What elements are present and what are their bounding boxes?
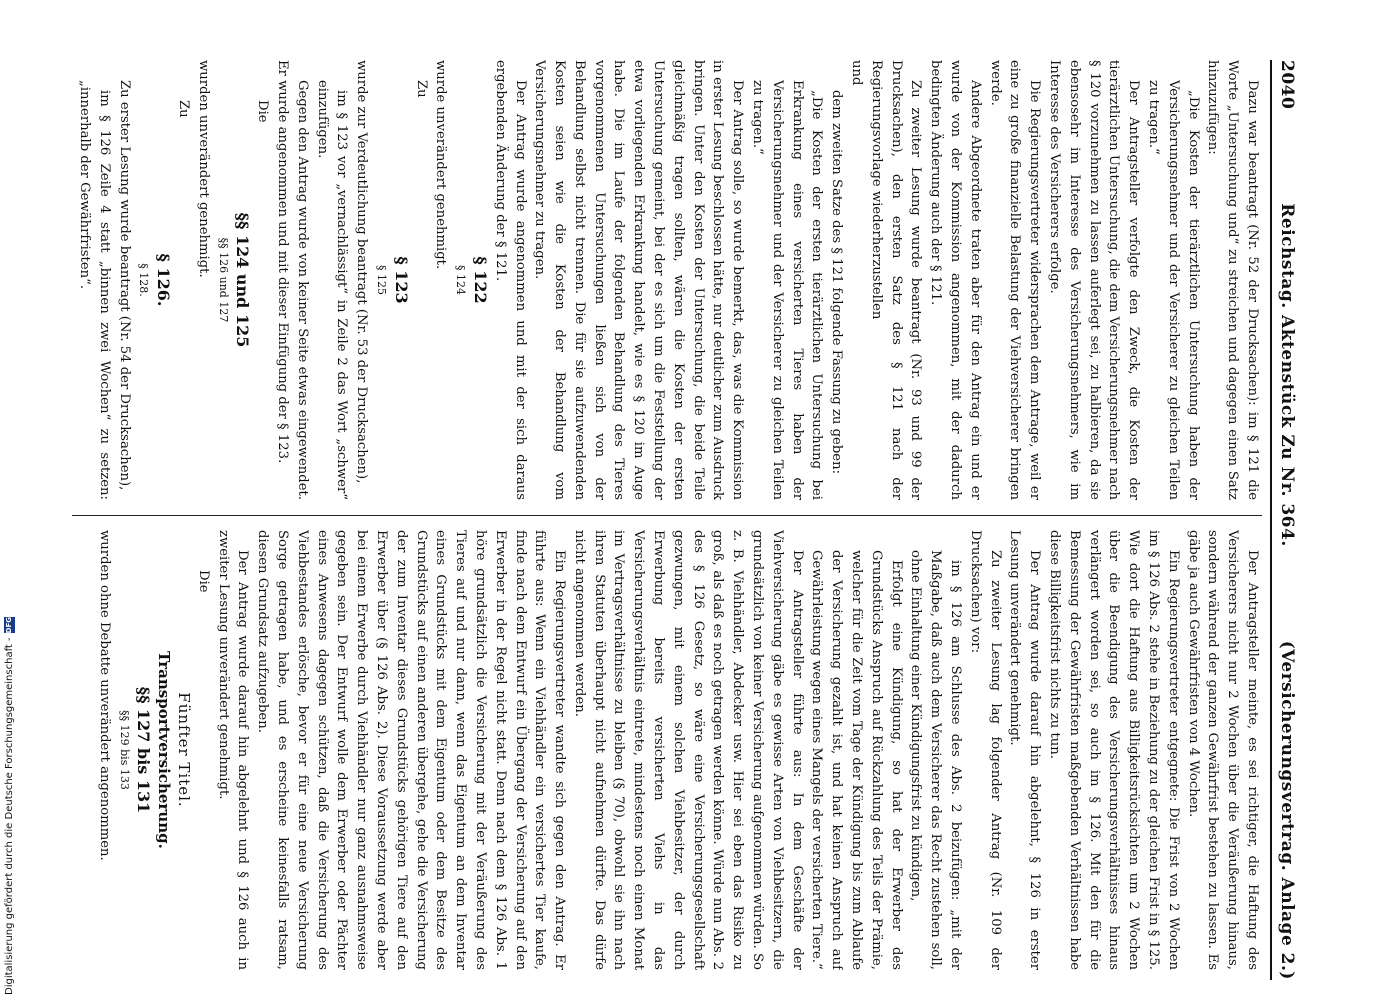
paragraph: Ein Regierungsvertreter wandte sich gegen den Antrag. Er führte aus: Wenn ein Viehhändler ein versichertes Tier kaufe, finde nach dem Entwurf ein Übergang der Versicherung auf den Erwerber in der Regel nicht statt. Denn nach dem § 126 Abs. 1 höre grundsätzlich die Versicherung mit der Veräußerung des Tieres auf und nur dann, wenn das Eigentum an dem Inventar eines Grundstücks mit dem Eigentum oder dem Besitze des Grundstücks auf einen anderen übergehe, gehe die Versicherung der zum Inventar dieses Grundstücks gehörigen Tiere auf den Erwerber über (§ 126 Abs. 2). Diese Voraussetzung werde aber bei einem Erwerbe durch Viehhändler nur ganz ausnahmsweise gegeben sein. Der Entwurf wolle dem Erwerber oder Pächter eines Anwesens dagegen schützen, daß die Versicherung des Viehbestandes erlösche, bevor er für eine neue Versicherung Sorge getragen habe, und es erscheine keinesfalls ratsam, diesen Grundsatz aufzugeben. (255, 530, 568, 970)
footer-text: Digitalisierung gefördert durch die Deutsche Forschungsgemeinschaft - (4, 637, 15, 995)
paragraph: im § 123 vor „vernachlässigt“ in Zeile 2 das Wort „schwer“ einzufügen. (314, 80, 350, 500)
header-title: Reichstag. Aktenstück Zu Nr. 364. (1276, 203, 1297, 547)
paragraph: Zu zweiter Lesung lag folgender Antrag (Nr. 109 der Drucksachen) vor: (967, 530, 1003, 970)
paragraph: Der Antrag wurde darauf hin abgelehnt und § 126 auch in zweiter Lesung unverändert genehmigt. (215, 530, 251, 970)
paragraph: Der Antrag solle, so wurde bemerkt, das, was die Kommission in erster Lesung beschlossen hätte, nur deutlicher zum Ausdruck bringen. Unter den Kosten der Untersuchung, die beide Teile gleichmäßig tragen sollten, wären die Kosten der ersten Untersuchung gemeint, bei der es sich um die Feststellung der etwa vorliegenden Erkrankung handelt, wie es § 120 im Auge habe. Die im Laufe der folgenden Behandlung des Tieres vorgenommenen Untersuchungen ließen sich von der Behandlung selbst nicht trennen. Die für sie aufzuwendenden Kosten seien wie die Kosten der Behandlung vom Versicherungsnehmer zu tragen. (532, 60, 746, 500)
title-main: Transportversicherung. (155, 651, 174, 849)
column-divider (72, 515, 1262, 516)
paragraph: Der Antrag wurde darauf hin abgelehnt, § 126 in erster Lesung unverändert genehmigt. (1007, 530, 1043, 970)
paragraph-lead: Die (195, 570, 211, 593)
right-column (62, 530, 1262, 970)
dfg-logo-icon: DFG (5, 617, 13, 634)
title-roman: Fünfter Titel. (174, 692, 193, 808)
digitization-footer (4, 617, 15, 995)
paragraph: wurden unverändert genehmigt. (195, 60, 211, 278)
paragraph-lead: Die (255, 100, 271, 123)
section-heading: §§ 127 bis 131 (134, 686, 154, 814)
section-subheading: §§ 126 und 127 (216, 237, 230, 323)
section-heading: § 126. (154, 253, 174, 307)
paragraph: Zu zweiter Lesung wurde beantragt (Nr. 93 und 99 der Drucksachen), den ersten Satz des § 121 nach der Regierungsvorlage wiederherzustellen (868, 60, 924, 500)
section-subheading: §§ 129 bis 133 (117, 710, 131, 790)
paragraph: dem zweiten Satze des § 121 folgende Fassung zu geben: (829, 90, 845, 475)
document-page (40, 60, 1300, 980)
paragraph: Die Regierungsvertreter widersprachen dem Antrage, weil er eine zu große finanzielle Belastung der Viehversicherer bringen werde. (987, 60, 1043, 500)
quote: im § 126 am Schlusse des Abs. 2 beizufügen: „mit der Maßgabe, daß auch dem Versicherer das Recht zustehen soll, ohne Einhaltung einer Kündigungsfrist zu kündigen, (908, 550, 964, 970)
paragraph: Gegen den Antrag wurde von keiner Seite etwas eingewendet. Er wurde angenommen und mit dieser Einfügung der § 123. (274, 60, 310, 500)
paragraph: Der Antrag wurde angenommen und mit der sich daraus ergebenden Änderung der § 121. (492, 60, 528, 500)
paragraph: Andere Abgeordnete traten aber für den Antrag ein und er wurde von der Kommission angenommen, mit der dadurch bedingten Änderung auch der § 121. (928, 60, 983, 500)
page-number: 2040 (1276, 60, 1297, 110)
section-heading: § 122 (470, 256, 490, 304)
paragraph-lead: und (849, 60, 865, 86)
paragraph: Dazu war beantragt (Nr. 52 der Drucksachen): im § 121 die Worte „Untersuchung und“ zu streichen und dagegen einen Satz hinzuzufügen: (1205, 60, 1260, 500)
section-subheading: § 125 (374, 265, 388, 295)
section-subheading: § 128. (137, 263, 151, 297)
paragraph: wurden ohne Debatte unverändert angenommen. (96, 530, 112, 861)
paragraph: Der Antragsteller verfolgte den Zweck, die Kosten der tierärztlichen Untersuchung, die dem Versicherungsnehmer nach § 120 vorzunehmen zu lassen auferlegt sei, zu halbieren, da sie ebensosehr im Interesse des Versicherungsnehmers, wie im Interesse des Versicherers erfolge. (1047, 60, 1142, 500)
left-column (62, 60, 1262, 500)
quote: „Die Kosten der ersten tierärztlichen Untersuchung bei Erkrankung eines versicherten Tieres haben der Versicherungsnehmer und der Versicherer zu gleichen Teilen zu tragen.“ (750, 80, 825, 500)
quote: Erfolgt eine Kündigung, so hat der Erwerber des Grundstücks Anspruch auf Rückzahlung des Teils der Prämie, welcher für die Zeit vom Tage der Kündigung bis zum Ablaufe der Versicherung gezahlt ist, und hat keinen Anspruch auf Gewährleistung wegen eines Mangels der versicherten Tiere.“ (809, 550, 904, 970)
quote: „Die Kosten der tierärztlichen Untersuchung haben der Versicherungsnehmer und der Versicherer zu gleichen Teilen zu tragen.“ (1146, 80, 1201, 500)
header-annex: (Versicherungsvertrag. Anlage 2.) (1276, 640, 1297, 980)
paragraph-lead: Zu (413, 80, 429, 98)
paragraph-lead: Zu (175, 100, 191, 118)
paragraph: wurde zur Verdeutlichung beantragt (Nr. 53 der Drucksachen), (354, 60, 370, 484)
paragraph: Zu erster Lesung wurde beantragt (Nr. 54 der Drucksachen), (116, 80, 132, 491)
page-header (1270, 60, 1300, 980)
section-heading: § 123 (391, 256, 411, 304)
paragraph: wurde unverändert genehmigt. (433, 60, 449, 270)
paragraph: im § 126 Zeile 4 statt „binnen zwei Wochen“ zu setzen: „innerhalb der Gewährfristen“. (76, 80, 112, 500)
paragraph: Der Antragsteller führte aus: In dem Geschäfte der Viehversicherung gäbe es gewisse Arten von Viehbesitzern, die grundsätzlich von keiner Versicherung aufgenommen würden. So z. B. Viehhändler, Abdecker usw. Hier sei eben das Risiko zu groß, als daß es noch getragen werden könne. Würde nun Abs. 2 des § 126 Gesetz, so wäre eine Versicherungsgesellschaft gezwungen, mit einem solchen Viehbesitzer, der durch Erwerbung bereits versicherten Viehs in das Versicherungsverhältnis eintrete, mindestens noch einen Monat im Vertragsverhältnisse zu bleiben (§ 70), obwohl sie ihn nach ihren Statuten überhaupt nicht aufnehmen dürfte. Das dürfe nicht angenommen werden. (571, 530, 805, 970)
paragraph: Ein Regierungsvertreter entgegnete: Die Frist von 2 Wochen im § 126 Abs. 2 stehe in Beziehung zu der gleichen Frist in § 125. Wie dort die Haftung aus Billigkeitsrücksichten um 2 Wochen über die Beendigung des Versicherungsverhältnisses hinaus verlängert worden sei, so auch im § 126. Mit den für die Bemessung der Gewährfristen maßgebenden Verhältnissen habe diese Billigkeitsfrist nichts zu tun. (1047, 530, 1181, 970)
paragraph: Der Antragsteller meinte, es sei richtiger, die Haftung des Versicherers nicht nur 2 Wochen über die Veräußerung hinaus, sondern während der ganzen Gewährfrist bestehen zu lassen. Es gäbe ja auch Gewährfristen von 4 Wochen. (1185, 530, 1260, 970)
section-subheading: § 124 (454, 265, 468, 295)
section-heading: §§ 124 und 125 (233, 212, 253, 348)
